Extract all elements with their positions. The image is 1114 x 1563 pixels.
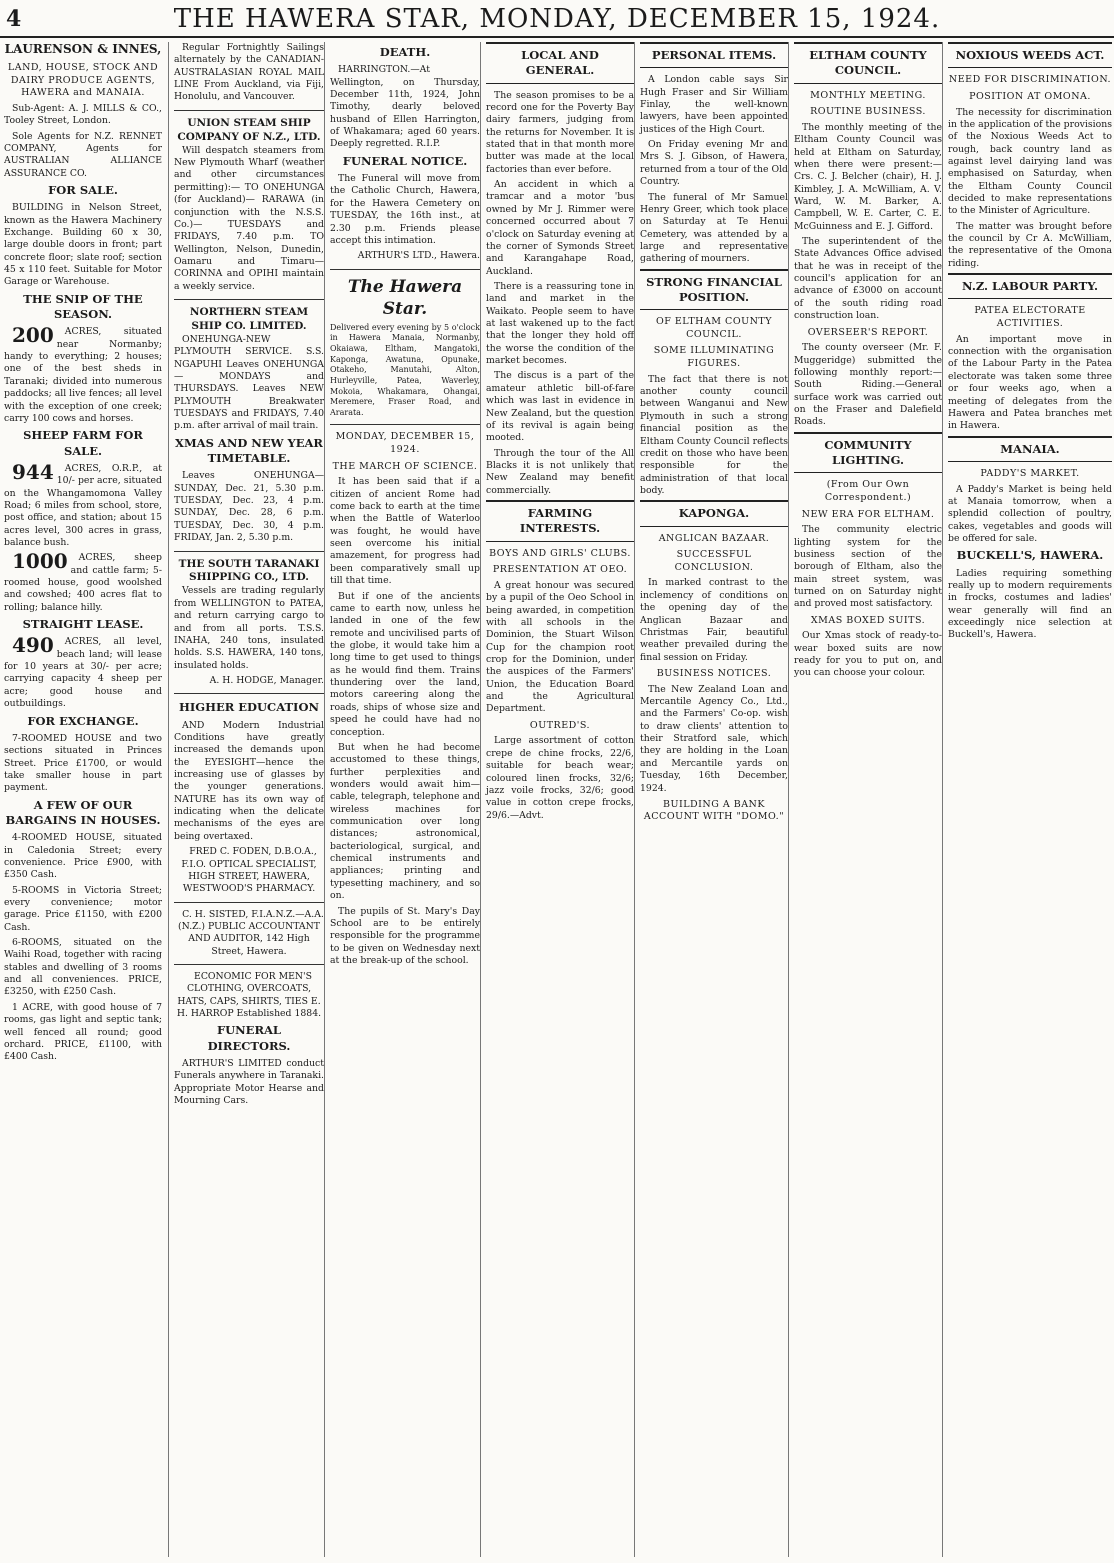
new-era-heading: NEW ERA FOR ELTHAM. bbox=[801, 508, 935, 520]
editorial-paragraph: The pupils of St. Mary's Day School are to be entirely responsible for the programme to be given on Wednesday next at the break-up of the school. bbox=[330, 905, 480, 966]
paper-nameplate: The Hawera Star. bbox=[347, 276, 463, 320]
editorial-paragraph: But if one of the ancients came to earth now, unless he landed in one of the few remote and uncivilised parts of the globe, it would take him a long time to get used to things as he would find them. Trains thundering over the land, motors careering along the roads, ships of whose size and speed he could have had no conception. bbox=[330, 590, 480, 738]
news-paragraph: Through the tour of the All Blacks it is not unlikely that New Zealand may benefit commercially. bbox=[486, 447, 634, 496]
financial-subheading: OF ELTHAM COUNTY COUNCIL. bbox=[655, 316, 773, 340]
column-4 bbox=[480, 42, 634, 1557]
funeral-notice: The Funeral will move from the Catholic Church, Hawera, for the Hawera Cemetery on TUESDAY, the 16th inst., at 2.30 p.m. Friends please accept this intimation. bbox=[330, 173, 480, 246]
listing-house: 6-ROOMS, situated on the Waihi Road, together with racing stables and dwelling of 3 rooms and all conveniences. PRICE, £3250, with £250 Cash. bbox=[4, 937, 162, 998]
noxious-paragraph: The necessity for discrimination in the application of the provisions of the Noxious Weeds Act to rough, back country land as against level dairying land was emphasised on Saturday, when the Eltham County Council decided to make representations to the Minister of Agriculture. bbox=[948, 106, 1112, 217]
noxious-paragraph: The matter was brought before the council by Cr A. McWilliam, the representative of the Omona riding. bbox=[948, 220, 1112, 269]
clubs-heading: BOYS AND GIRLS' CLUBS. bbox=[489, 547, 631, 559]
editorial-paragraph: It has been said that if a citizen of ancient Rome had come back to earth at the time when the Battle of Waterloo was fought, he would have seen overcome his initial amazement, for progress had been comparatively small up till that time. bbox=[330, 476, 480, 587]
financial-text: The fact that there is not another county council between Wanganui and New Plymouth in such a strong financial position as the Eltham County Council reflects credit on those who have been responsible for the administration of that local body. bbox=[640, 373, 788, 496]
personal-paragraph: A London cable says Sir Hugh Fraser and Sir William Finlay, the well-known lawyers, have been appointed justices of the High Court. bbox=[640, 74, 788, 135]
death-notice: HARRINGTON.—At Wellington, on Thursday, December 11th, 1924, John Timothy, dearly beloved husband of Ellen Harrington, of Whakamara; aged 60 years. Deeply regretted. R.I.P. bbox=[330, 64, 480, 150]
xmas-timetable-heading: XMAS AND NEW YEAR TIMETABLE. bbox=[175, 435, 323, 466]
northern-schedule: ONEHUNGA-NEW PLYMOUTH SERVICE. S.S. NGAPUHI Leaves ONEHUNGA— MONDAYS and THURSDAYS. Leaves NEW PLYMOUTH Breakwater TUESDAYS and FRIDAYS, 7.40 p.m. after arrival of mail train. bbox=[174, 333, 324, 432]
advertiser-agencies: Sole Agents for N.Z. RENNET COMPANY, Agents for AUSTRALIAN ALLIANCE ASSURANCE CO. bbox=[4, 130, 162, 179]
masthead bbox=[0, 0, 1114, 38]
delivery-note: Delivered every evening by 5 o'clock in Hawera Manaia, Normanby, Okaiawa, Eltham, Mangatoki, Kaponga, Awatuna, Opunake, Otakeho, Manutahi, Alton, Hurleyville, Patea, Waverley, Mokoia, Whakamara, Ohangai, Meremere, Fraser Road, and Ararata. bbox=[330, 322, 480, 417]
funeral-directors-heading: FUNERAL DIRECTORS. bbox=[207, 1023, 291, 1053]
community-text: The community electric lighting system for the business section of the borough of Eltham, also the main street system, was turned on on Saturday night and proved most satisfactory. bbox=[794, 524, 942, 610]
south-taranaki-text: Vessels are trading regularly from WELLINGTON to PATEA, and return carrying cargo to and from all ports. T.S.S. INAHA, 240 tons, insulated holds. S.S. HAWERA, 140 tons, insulated holds. bbox=[174, 585, 324, 671]
listing-house: 4-ROOMED HOUSE, situated in Caledonia Street; every convenience. Price £900, with £350 Cash. bbox=[4, 832, 162, 881]
overseer-heading: OVERSEER'S REPORT. bbox=[807, 326, 929, 338]
advertiser-trade: LAND, HOUSE, STOCK AND DAIRY PRODUCE AGENTS, HAWERA and MANAIA. bbox=[7, 61, 159, 99]
listing-exchange: 7-ROOMED HOUSE and two sections situated in Princes Street. Price £1700, or would take smaller house in part payment. bbox=[4, 732, 162, 794]
funeral-signature: ARTHUR'S LTD., Hawera. bbox=[357, 250, 480, 262]
xmas-suits-heading: XMAS BOXED SUITS. bbox=[810, 614, 926, 626]
listing-text: ACRES, O.R.P., at 10/- per acre, situated on the Whangamomona Valley Road; 6 miles from school, store, post office, and station; about 15 acres level, 300 acres in grass, balance bush. bbox=[4, 462, 162, 548]
sheep-farm-heading: SHEEP FARM FOR SALE. bbox=[23, 428, 143, 458]
paddys-heading: PADDY'S MARKET. bbox=[980, 467, 1080, 479]
uss-schedule: Will despatch steamers from New Plymouth Wharf (weather and other circumstances permitting):— TO ONEHUNGA (for Auckland)— RARAWA (in conjunction with the N.S.S. Co.)— TUESDAYS and FRIDAYS, 7.40 p.m. TO Wellington, Nelson, Dunedin, Oamaru and Timaru— CORINNA and OPIHI maintain a weekly service. bbox=[174, 144, 324, 292]
newspaper-title: THE HAWERA STAR, MONDAY, DECEMBER 15, 1924. bbox=[173, 4, 941, 34]
business-text: The New Zealand Loan and Mercantile Agency Co., Ltd., and the Farmers' Co-op. wish to draw clients' attention to their Stratford sale, which they are holding in the Loan and Mercantile yards on Tuesday, 16th December, 1924. bbox=[640, 683, 788, 794]
correspondent-note: (From Our Own Correspondent.) bbox=[824, 479, 912, 503]
patea-heading: PATEA ELECTORATE ACTIVITIES. bbox=[974, 305, 1086, 330]
routine-heading: ROUTINE BUSINESS. bbox=[810, 106, 926, 118]
bank-heading: BUILDING A BANK ACCOUNT WITH "DOMO." bbox=[643, 798, 785, 823]
noxious-heading: NOXIOUS WEEDS ACT. bbox=[955, 48, 1105, 62]
local-general-heading: LOCAL AND GENERAL. bbox=[521, 48, 599, 78]
personal-paragraph: The funeral of Mr Samuel Henry Greer, which took place on Saturday at Te Henui Cemetery, was attended by a large and representative gathering of mourners. bbox=[640, 191, 788, 265]
outreds-text: Large assortment of cotton crepe de chine frocks, 22/6, suitable for beach wear; coloured linen frocks, 32/6; jazz voile frocks, 32/6; good value in cotton crepe frocks, 29/6.—Advt. bbox=[486, 735, 634, 821]
advertiser-agent: Sub-Agent: A. J. MILLS & CO., Tooley Street, London. bbox=[4, 102, 162, 127]
labour-heading: N.Z. LABOUR PARTY. bbox=[962, 279, 1098, 294]
column-7 bbox=[942, 42, 1112, 1557]
kaponga-heading: KAPONGA. bbox=[678, 506, 750, 521]
listing-number: 490 bbox=[12, 633, 54, 658]
for-sale-heading: FOR SALE. bbox=[48, 182, 118, 197]
editorial-heading: THE MARCH OF SCIENCE. bbox=[332, 460, 478, 472]
foden-ad: FRED C. FODEN, D.B.O.A., F.I.O. OPTICAL SPECIALIST, HIGH STREET, HAWERA, WESTWOOD'S PHARMACY. bbox=[181, 846, 317, 895]
eltham-heading: ELTHAM COUNTY COUNCIL. bbox=[809, 48, 927, 78]
edition-date: MONDAY, DECEMBER 15, 1924. bbox=[335, 431, 475, 456]
news-paragraph: There is a reassuring tone in land and market in the Waikato. People seem to have at last wakened up to the fact that the longer they hold off the worse the condition of the market becomes. bbox=[486, 280, 634, 367]
xmas-suits-text: Our Xmas stock of ready-to-wear boxed suits are now ready for you to put on, and you can choose your colour. bbox=[794, 630, 942, 679]
column-3 bbox=[324, 42, 480, 1557]
higher-education-text: AND Modern Industrial Conditions have greatly increased the demands upon the EYESIGHT—hence the increasing use of glasses by the younger generations. NATURE has its own way of indicating when the delicate mechanisms of the eyes are being overtaxed. bbox=[174, 719, 324, 842]
column-1 bbox=[4, 42, 162, 1557]
presentation-heading: PRESENTATION AT OEO. bbox=[492, 564, 628, 576]
funeral-directors-text: ARTHUR'S LIMITED conduct Funerals anywhere in Taranaki. Appropriate Motor Hearse and Mourning Cars. bbox=[174, 1058, 324, 1107]
death-heading: DEATH. bbox=[379, 45, 431, 59]
listing-text: ACRES, all level, beach land; will lease for 10 years at 30/- per acre; carrying capacity 4 sheep per acre; good house and outbuildings. bbox=[4, 636, 162, 710]
monthly-meeting-heading: MONTHLY MEETING. bbox=[810, 89, 926, 101]
financial-heading: STRONG FINANCIAL POSITION. bbox=[646, 274, 782, 304]
xmas-timetable: Leaves ONEHUNGA— SUNDAY, Dec. 21, 5.30 p.m. TUESDAY, Dec. 23, 4 p.m. SUNDAY, Dec. 28, 6 p.m. TUESDAY, Dec. 30, 4 p.m. FRIDAY, Jan. 2, 5.30 p.m. bbox=[174, 470, 324, 544]
northern-heading: NORTHERN STEAM SHIP CO. LIMITED. bbox=[189, 306, 309, 332]
buckells-heading: BUCKELL'S, HAWERA. bbox=[956, 548, 1104, 563]
figures-heading: SOME ILLUMINATING FIGURES. bbox=[653, 345, 775, 370]
bazaar-subheading: SUCCESSFUL CONCLUSION. bbox=[674, 549, 754, 573]
page-number: 4 bbox=[6, 6, 22, 32]
sisted-ad: C. H. SISTED, F.I.A.N.Z.—A.A. (N.Z.) PUBLIC ACCOUNTANT AND AUDITOR, 142 High Street, Hawera. bbox=[178, 908, 324, 957]
news-paragraph: An accident in which a tramcar and a motor 'bus owned by Mr J. Rimmer were concerned occurred about 7 o'clock on Saturday evening at the corner of Symonds Street and Karangahape Road, Auckland. bbox=[486, 179, 634, 277]
higher-education-heading: HIGHER EDUCATION bbox=[179, 700, 319, 715]
listing-house: 5-ROOMS in Victoria Street; every convenience; motor garage. Price £1150, with £200 Cash. bbox=[4, 884, 162, 933]
listing-house: 1 ACRE, with good house of 7 rooms, gas light and septic tank; well fenced all round; good orchard. PRICE, £1100, with £400 Cash. bbox=[4, 1001, 162, 1063]
listing-number: 944 bbox=[12, 459, 54, 484]
need-heading: NEED FOR DISCRIMINATION. bbox=[948, 74, 1112, 86]
column-6 bbox=[788, 42, 942, 1557]
personal-heading: PERSONAL ITEMS. bbox=[651, 48, 777, 62]
eltham-paragraph: The superintendent of the State Advances Office advised that he was in receipt of the council's application for an advance of £3000 on account of the south riding road construction loan. bbox=[794, 236, 942, 322]
bargains-heading: A FEW OF OUR BARGAINS IN HOUSES. bbox=[5, 797, 161, 827]
paddys-text: A Paddy's Market is being held at Manaia tomorrow, when a splendid collection of poultry, cakes, vegetables and goods will be offered for sale. bbox=[948, 483, 1112, 544]
listing-building: BUILDING in Nelson Street, known as the Hawera Machinery Exchange. Building 60 x 30, large double doors in front; part concrete floor; slate roof; section 45 x 110 feet. Suitable for Motor Garage or Warehouse. bbox=[4, 202, 162, 288]
uss-company-heading: UNION STEAM SHIP COMPANY OF N.Z., LTD. bbox=[177, 116, 321, 143]
funeral-notice-heading: FUNERAL NOTICE. bbox=[342, 153, 468, 168]
editorial-paragraph: But when he had become accustomed to these things, further perplexities and wonders would await him—cable, telegraph, telephone and wireless machines for communication over long distances; astronomical, bacteriological, surgical, and chemical instruments and appliances; printing and typesetting machinery, and so on. bbox=[330, 741, 480, 902]
eltham-paragraph: The monthly meeting of the Eltham County Council was held at Eltham on Saturday, when there were present:—Crs. C. J. Belcher (chair), H. J. Kimbley, J. A. McWilliam, A. V. Ward, W. M. Barker, A. Campbell, W. E. Carter, C. E. McGuinness and E. J. Gifford. bbox=[794, 121, 942, 232]
exchange-heading: FOR EXCHANGE. bbox=[27, 713, 139, 728]
listing-number: 1000 bbox=[12, 549, 68, 574]
south-taranaki-heading: THE SOUTH TARANAKI SHIPPING CO., LTD. bbox=[178, 557, 320, 584]
shipping-intro: Regular Fortnightly Sailings alternately by the CANADIAN-AUSTRALASIAN ROYAL MAIL LINE From Auckland, via Fiji, Honolulu, and Vancouver. bbox=[174, 42, 324, 103]
community-lighting-heading: COMMUNITY LIGHTING. bbox=[824, 437, 912, 467]
bazaar-heading: ANGLICAN BAZAAR. bbox=[658, 532, 770, 544]
outreds-heading: OUTRED'S. bbox=[529, 719, 591, 731]
column-5 bbox=[634, 42, 788, 1557]
listing-number: 200 bbox=[12, 323, 54, 348]
farming-heading: FARMING INTERESTS. bbox=[519, 506, 601, 536]
news-paragraph: The season promises to be a record one for the Poverty Bay dairy farmers, judging from the returns for November. It is stated that in that month more butter was made at the local factories than ever before. bbox=[486, 89, 634, 175]
column-2 bbox=[168, 42, 324, 1557]
lease-heading: STRAIGHT LEASE. bbox=[22, 617, 144, 632]
overseer-text: The county overseer (Mr. F. Muggeridge) submitted the following monthly report:— South Riding.—General surface work was carried out on the Fraser and Dalefield Roads. bbox=[794, 342, 942, 428]
south-taranaki-manager: A. H. HODGE, Manager. bbox=[209, 674, 324, 686]
listing-text: ACRES, sheep and cattle farm; 5-roomed house, good woolshed and cowshed; 400 acres flat to rolling; balance hilly. bbox=[4, 552, 162, 613]
advertiser-name: LAURENSON & INNES, bbox=[4, 42, 162, 56]
farming-text: A great honour was secured by a pupil of the Oeo School in being awarded, in competition with all schools in the Dominion, the Stuart Wilson Cup for the champion root crop for the Dominion, under the auspices of the Farmers' Union, the Education Board and the Agricultural Department. bbox=[486, 579, 634, 715]
harrop-ad: ECONOMIC FOR MEN'S CLOTHING, OVERCOATS, HATS, CAPS, SHIRTS, TIES E. H. HARROP Established 1884. bbox=[176, 971, 322, 1020]
manaia-heading: MANAIA. bbox=[1000, 441, 1060, 456]
snip-heading: THE SNIP OF THE SEASON. bbox=[23, 291, 143, 322]
news-paragraph: The discus is a part of the amateur athletic bill-of-fare which was last in evidence in New Zealand, but the question of its revival is again being mooted. bbox=[486, 370, 634, 444]
listing-text: ACRES, situated near Normanby; handy to everything; 2 houses; one of the best sheds in Taranaki; divided into numerous paddocks; all live fences; all level with the exception of one creek; carry 100 cows and horses. bbox=[4, 326, 162, 424]
labour-text: An important move in connection with the organisation of the Labour Party in the Patea electorate was taken some three or four weeks ago, when a meeting of delegates from the Hawera and Patea branches met in Hawera. bbox=[948, 333, 1112, 432]
bazaar-text: In marked contrast to the inclemency of conditions on the opening day of the Anglican Bazaar and Christmas Fair, beautiful weather prevailed during the final session on Friday. bbox=[640, 577, 788, 663]
buckells-text: Ladies requiring something really up to modern requirements in frocks, costumes and ladies' wear generally will find an exceedingly nice selection at Buckell's, Hawera. bbox=[948, 567, 1112, 641]
business-heading: BUSINESS NOTICES. bbox=[656, 668, 772, 679]
personal-paragraph: On Friday evening Mr and Mrs S. J. Gibson, of Hawera, returned from a tour of the Old Country. bbox=[640, 139, 788, 188]
omona-heading: POSITION AT OMONA. bbox=[969, 90, 1091, 102]
